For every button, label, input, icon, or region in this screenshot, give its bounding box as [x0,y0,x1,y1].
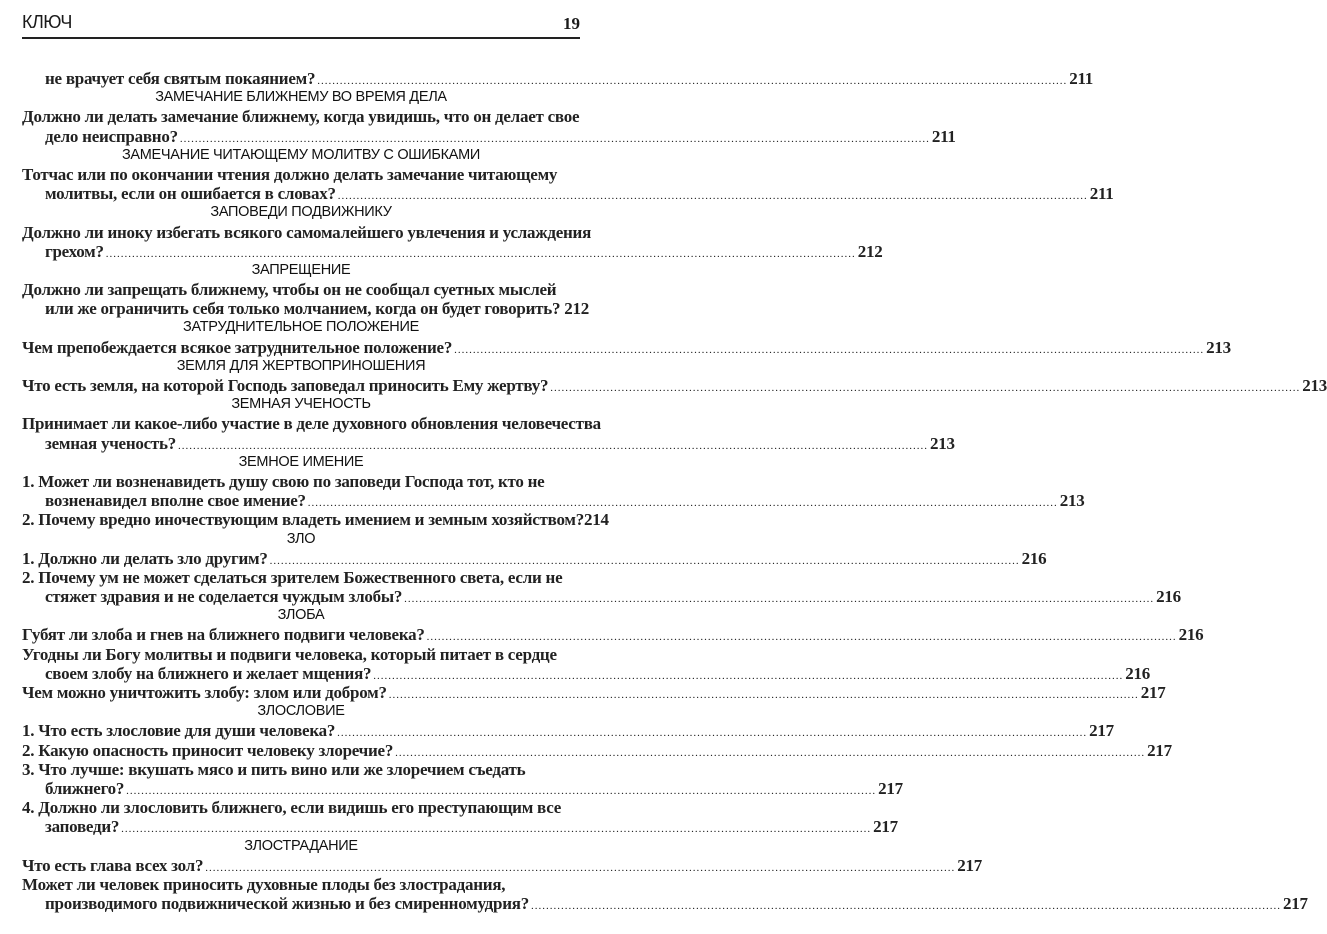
section-heading: ЗЕМНАЯ УЧЕНОСТЬ [231,396,371,413]
entry-text: Что есть земля, на которой Господь заповедал приносить Ему жертву? [22,376,549,395]
entry-page-number: 217 [1089,721,1114,741]
entry-text: или же ограничить себя только молчанием, когда он будет говорить? [45,299,561,319]
section-heading: ЗЛОСЛОВИЕ [257,703,345,720]
entry-text-line: 1. Может ли возненавидеть душу свою по заповеди Господа тот, кто не [22,471,545,491]
entry-text: 1. Должно ли делать зло другим? [22,548,268,568]
entry-page-number: 212 [857,241,883,261]
index-entry[interactable] [22,683,1166,702]
index-entry[interactable] [22,567,1181,607]
index-section [22,453,1085,530]
dot-leader [121,820,871,839]
section-heading: ЗЕМЛЯ ДЛЯ ЖЕРТВОПРИНОШЕНИЯ [176,357,426,374]
dot-leader [106,245,856,264]
entry-page-number: 213 [930,433,955,453]
page-number: 19 [563,14,580,33]
index-entry[interactable] [22,222,883,261]
index-entry[interactable] [22,337,1231,357]
section-heading: ЗЛОБА [277,607,325,624]
entry-text: 1. Что есть злословие для души человека? [22,721,336,741]
index-section [22,203,883,261]
dot-leader [454,341,1204,360]
entry-last-line [22,510,609,530]
entry-page-number: 213 [1302,376,1327,395]
section-heading: ЗЛОСТРАДАНИЕ [244,837,358,854]
entry-page-number: 217 [1282,894,1308,914]
section-heading: ЗАМЕЧАНИЕ ЧИТАЮЩЕМУ МОЛИТВУ С ОШИБКАМИ [121,146,481,163]
entry-text: возненавидел вполне свое имение? [45,491,306,511]
section-heading: ЗАПОВЕДИ ПОДВИЖНИКУ [210,204,392,221]
entry-page-number: 216 [1156,587,1181,607]
index-entry[interactable] [22,471,1085,511]
entry-last-line [22,683,1166,702]
entry-text: 2. Почему вредно иночествующим владеть имением и земным хозяйством? [22,510,584,530]
index-entry[interactable] [22,759,903,798]
index-entry[interactable] [22,721,1114,741]
entry-last-line [22,663,1151,683]
entry-last-line [22,855,982,875]
entry-last-line [22,241,883,261]
entry-page-number: 211 [931,126,956,146]
index-entry[interactable] [22,414,955,453]
entry-text-line: Должно ли иноку избегать всякого самомалейшего увлечения и услаждения [22,222,592,242]
entry-last-line [22,817,898,837]
entry-page-number: 217 [873,817,898,837]
dot-leader [389,686,1139,705]
entry-text-line: Должно ли делать замечание ближнему, когда увидишь, что он делает свое [22,107,580,127]
running-header-title: КЛЮЧ [22,12,72,32]
entry-text: Губят ли злоба и гнев на ближнего подвиги человека? [22,625,425,645]
section-heading: ЗАМЕЧАНИЕ БЛИЖНЕМУ ВО ВРЕМЯ ДЕЛА [155,89,447,106]
entry-text-line: 4. Должно ли злословить ближнего, если видишь его преступающим все [22,798,561,818]
entry-page-number: 217 [1140,683,1166,702]
entry-last-line [22,491,1085,511]
index-section [22,318,1231,357]
index-entry[interactable] [22,164,1114,204]
entry-text: Чем можно уничтожить злобу: злом или добром? [22,683,387,702]
entry-text-line: Может ли человек приносить духовные плоды без злострадания, [22,874,506,894]
entry-page-number: 213 [1059,491,1085,511]
entry-text-line: Должно ли запрещать ближнему, чтобы он не сообщал суетных мыслей [22,280,557,300]
entry-last-line [22,337,1231,357]
index-section [22,357,1327,395]
entry-text: земная ученость? [45,433,177,453]
index-section [22,530,1181,607]
entry-text: грехом? [45,241,104,261]
entry-text: стяжет здравия и не соделается чуждым злобы? [45,587,403,607]
index-section [22,395,955,453]
entry-last-line [22,126,956,146]
index-section [22,702,1172,837]
index-section [22,261,589,319]
entry-last-line [22,740,1172,760]
entry-text: своем злобу на ближнего и желает мщения? [45,663,372,683]
entry-page-number: 217 [957,855,982,875]
entry-text-line: Угодны ли Богу молитвы и подвиги человека, который питает в сердце [22,644,557,664]
entry-text: молитвы, если он ошибается в словах? [45,184,336,204]
entry-text-line: 3. Что лучше: вкушать мясо и пить вино или же злоречием съедать [22,759,526,779]
section-heading: ЗЕМНОЕ ИМЕНИЕ [238,453,364,470]
dot-leader [373,667,1123,686]
entry-page-number: 213 [1206,337,1231,357]
entry-text: ближнего? [45,778,125,798]
entry-last-line [22,548,1047,568]
entry-last-line [22,778,903,798]
entry-text: Что есть глава всех зол? [22,855,204,875]
entry-page-number: 216 [1125,663,1151,683]
dot-leader [404,590,1154,609]
index-section [22,69,1094,88]
index-entry[interactable] [22,740,1172,760]
entry-page-number: 214 [583,510,609,530]
entry-last-line [22,587,1181,607]
dot-leader [550,379,1300,398]
entry-last-line [22,894,1308,914]
index-entry[interactable] [22,510,609,530]
entry-text: заповеди? [45,817,120,837]
entry-page-number: 217 [1147,740,1172,760]
entry-last-line [22,721,1114,741]
entry-text: дело неисправно? [45,126,178,146]
entry-text-line: Тотчас или по окончании чтения должно делать замечание читающему [22,164,558,184]
entry-last-line [22,625,1204,645]
section-heading: ЗАПРЕЩЕНИЕ [251,261,351,278]
index-section [22,606,1204,702]
entry-text-line: Принимает ли какое-либо участие в деле духовного обновления человечества [22,414,601,434]
entry-page-number: 211 [1069,69,1094,88]
entry-page-number: 211 [1089,184,1114,204]
entry-page-number: 216 [1178,625,1204,645]
entry-text: не врачует себя святым покаянием? [45,69,316,88]
index-entry[interactable] [22,280,589,319]
entry-page-number: 216 [1021,548,1047,568]
dot-leader [338,187,1088,206]
entry-last-line [22,69,1094,88]
index-entry[interactable] [22,855,982,875]
index-entry[interactable] [22,376,1327,395]
section-heading: ЗЛО [286,530,316,547]
index-entry[interactable] [22,644,1151,683]
header-rule [22,37,580,39]
index-section [22,88,956,146]
entry-text: производимого подвижнической жизнью и без смиренномудрия? [45,894,529,914]
index-entry[interactable] [22,548,1047,568]
section-heading: ЗАТРУДНИТЕЛЬНОЕ ПОЛОЖЕНИЕ [183,319,419,336]
dot-leader [337,724,1087,743]
index-entry[interactable] [22,874,1308,914]
entry-text-line: 2. Почему ум не может сделаться зрителем Божественного света, если не [22,567,563,587]
index-entry[interactable] [22,69,1094,88]
entry-last-line [22,299,589,319]
entry-text: Чем препобеждается всякое затруднительное положение? [22,337,453,357]
entry-page-number: 217 [878,778,903,798]
entry-page-number: 212 [564,299,589,319]
entry-text: 2. Какую опасность приносит человеку злоречие? [22,740,394,760]
index-entry[interactable] [22,625,1204,645]
index-section [22,146,1114,204]
dot-leader [531,897,1281,916]
entry-last-line [22,184,1114,204]
index-entry[interactable] [22,798,898,837]
entry-last-line [22,376,1327,395]
index-section [22,837,1308,914]
index-content [22,69,1327,914]
index-entry[interactable] [22,107,956,146]
entry-last-line [22,433,955,453]
